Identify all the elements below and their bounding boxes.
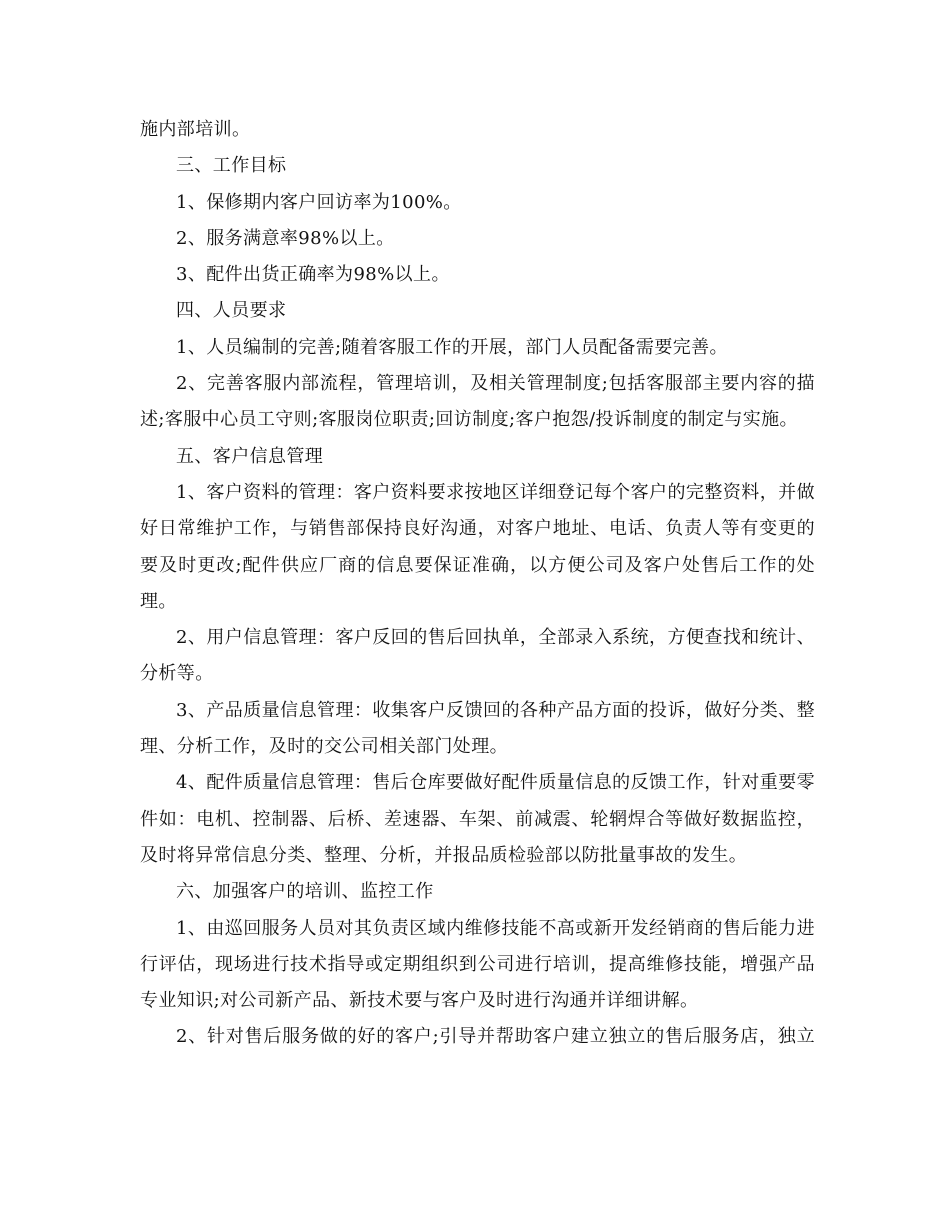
document-body xyxy=(140,112,815,1056)
paragraph: 1、客户资料的管理：客户资料要求按地区详细登记每个客户的完整资料，并做好日常维护工作，与销售部保持良好沟通，对客户地址、电话、负责人等有变更的要及时更改;配件供应厂商的信息要保证准确，以方便公司及客户处售后工作的处理。 xyxy=(140,481,815,612)
paragraph-truncated: 2、针对售后服务做的好的客户;引导并帮助客户建立独立的售后服务店，独立 xyxy=(176,1026,815,1048)
section-heading-staffing: 四、人员要求 xyxy=(176,300,287,322)
section-heading-training: 六、加强客户的培训、监控工作 xyxy=(176,881,434,903)
paragraph: 2、用户信息管理：客户反回的售后回执单，全部录入系统，方便查找和统计、分析等。 xyxy=(140,627,815,685)
paragraph: 1、人员编制的完善;随着客服工作的开展，部门人员配备需要完善。 xyxy=(176,336,728,358)
paragraph: 3、产品质量信息管理：收集客户反馈回的各种产品方面的投诉，做好分类、整理、分析工作，及时的交公司相关部门处理。 xyxy=(140,699,815,758)
paragraph: 3、配件出货正确率为98%以上。 xyxy=(176,264,450,286)
paragraph: 1、保修期内客户回访率为100%。 xyxy=(176,191,462,213)
paragraph: 4、配件质量信息管理：售后仓库要做好配件质量信息的反馈工作，针对重要零件如：电机、控制器、后桥、差速器、车架、前减震、轮辋焊合等做好数据监控，及时将异常信息分类、整理、分析，并报品质检验部以防批量事故的发生。 xyxy=(140,772,815,866)
section-heading-customer-info: 五、客户信息管理 xyxy=(176,445,324,467)
section-heading-goals: 三、工作目标 xyxy=(176,155,287,177)
paragraph-continuation: 施内部培训。 xyxy=(140,119,251,140)
paragraph: 1、由巡回服务人员对其负责区域内维修技能不高或新开发经销商的售后能力进行评估，现场进行技术指导或定期组织到公司进行培训，提高维修技能，增强产品专业知识;对公司新产品、新技术要与客户及时进行沟通并详细讲解。 xyxy=(140,917,815,1012)
paragraph: 2、完善客服内部流程，管理培训，及相关管理制度;包括客服部主要内容的描述;客服中心员工守则;客服岗位职责;回访制度;客户抱怨/投诉制度的制定与实施。 xyxy=(140,373,815,431)
paragraph: 2、服务满意率98%以上。 xyxy=(176,227,395,249)
